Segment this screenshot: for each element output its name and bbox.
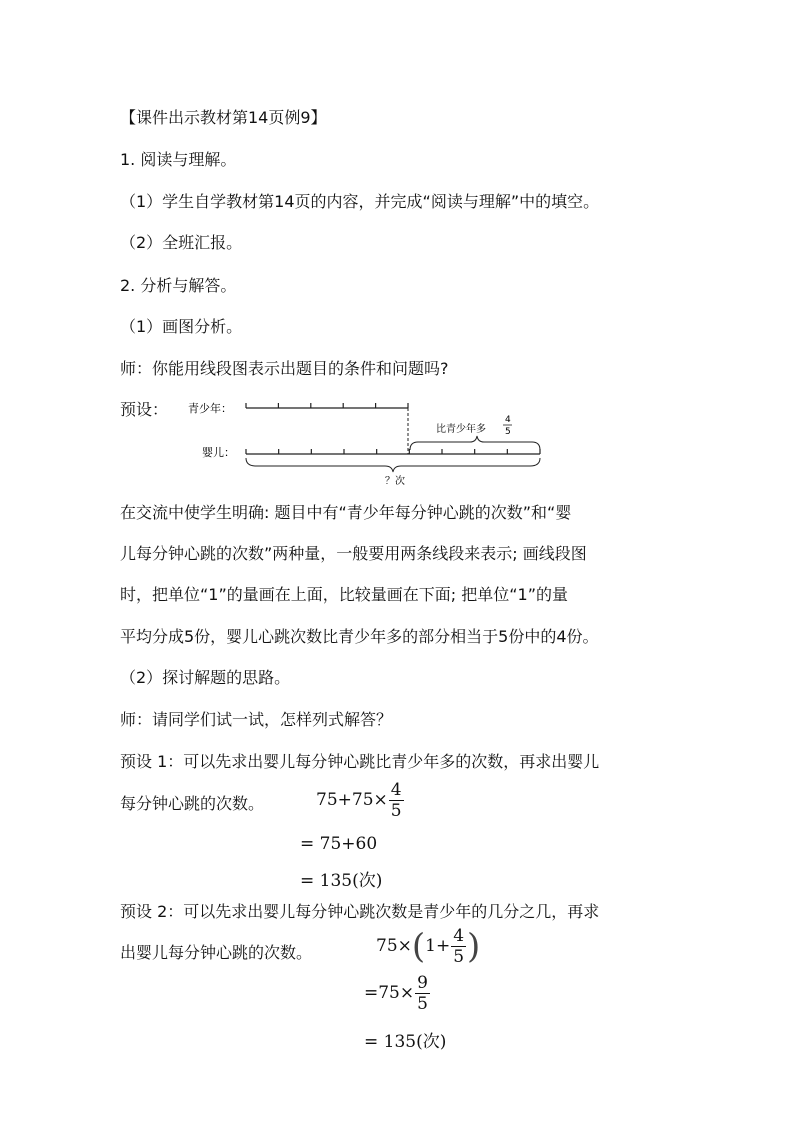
eq1-line3: = 135(次) <box>300 871 383 891</box>
eq2-line3: = 135(次) <box>364 1032 447 1052</box>
total-question: ？次 <box>385 476 405 487</box>
eq2-fraction-2: $\frac{9}{5}$ <box>417 973 428 1014</box>
brace-frac-den: 5 <box>505 427 511 437</box>
explanation-line-2: 儿每分钟心跳的次数”两种量，一般要用两条线段来表示; 画线段图 <box>120 544 587 563</box>
example-header: 【课件出示教材第14页例9】 <box>120 108 327 127</box>
section-reading: 1. 阅读与理解。 <box>120 150 237 169</box>
line-segment-diagram <box>180 390 560 490</box>
step-self-study: （1）学生自学教材第14页的内容，并完成“阅读与理解”中的填空。 <box>120 192 600 211</box>
preset-label: 预设： <box>120 400 169 419</box>
baby-segment <box>246 449 540 454</box>
teen-label: 青少年： <box>188 402 232 415</box>
section-analysis: 2. 分析与解答。 <box>120 276 237 295</box>
eq2-line2: =75× $\frac{9}{5}$ <box>364 973 428 1014</box>
step-report: （2）全班汇报。 <box>120 233 243 252</box>
step-draw-diagram: （1）画图分析。 <box>120 317 243 336</box>
brace-frac-num: 4 <box>505 415 511 425</box>
brace-label: 比青少年多 <box>436 424 486 435</box>
eq1-line2: = 75+60 <box>300 834 378 854</box>
explanation-line-3: 时，把单位“1”的量画在上面，比较量画在下面; 把单位“1”的量 <box>120 585 568 604</box>
eq2-line1: 75×(1+ $\frac{4}{5}$ ) <box>376 926 481 967</box>
method2-line1: 预设 2：可以先求出婴儿每分钟心跳次数是青少年的几分之几，再求 <box>120 902 600 921</box>
teacher-question-2: 师：请同学们试一试，怎样列式解答？ <box>120 710 393 729</box>
total-brace <box>246 458 540 472</box>
eq1-fraction: $\frac{4}{5}$ <box>390 780 402 821</box>
eq2-fraction: $\frac{4}{5}$ <box>453 926 465 967</box>
extra-brace <box>410 436 540 450</box>
step-explore: （2）探讨解题的思路。 <box>120 668 291 687</box>
method1-line2: 每分钟心跳的次数。 <box>120 794 265 813</box>
teen-segment <box>246 403 408 408</box>
teacher-question-1: 师：你能用线段图表示出题目的条件和问题吗? <box>120 359 449 378</box>
eq1-line1: 75+75× $\frac{4}{5}$ <box>316 780 402 821</box>
method2-line2: 出婴儿每分钟心跳的次数。 <box>120 943 313 962</box>
baby-label: 婴儿： <box>202 446 235 459</box>
method1-line1: 预设 1：可以先求出婴儿每分钟心跳比青少年多的次数，再求出婴儿 <box>120 752 600 771</box>
explanation-line-1: 在交流中使学生明确: 题目中有“青少年每分钟心跳的次数”和“婴 <box>120 503 572 522</box>
explanation-line-4: 平均分成5份，婴儿心跳次数比青少年多的部分相当于5份中的4份。 <box>120 627 599 646</box>
